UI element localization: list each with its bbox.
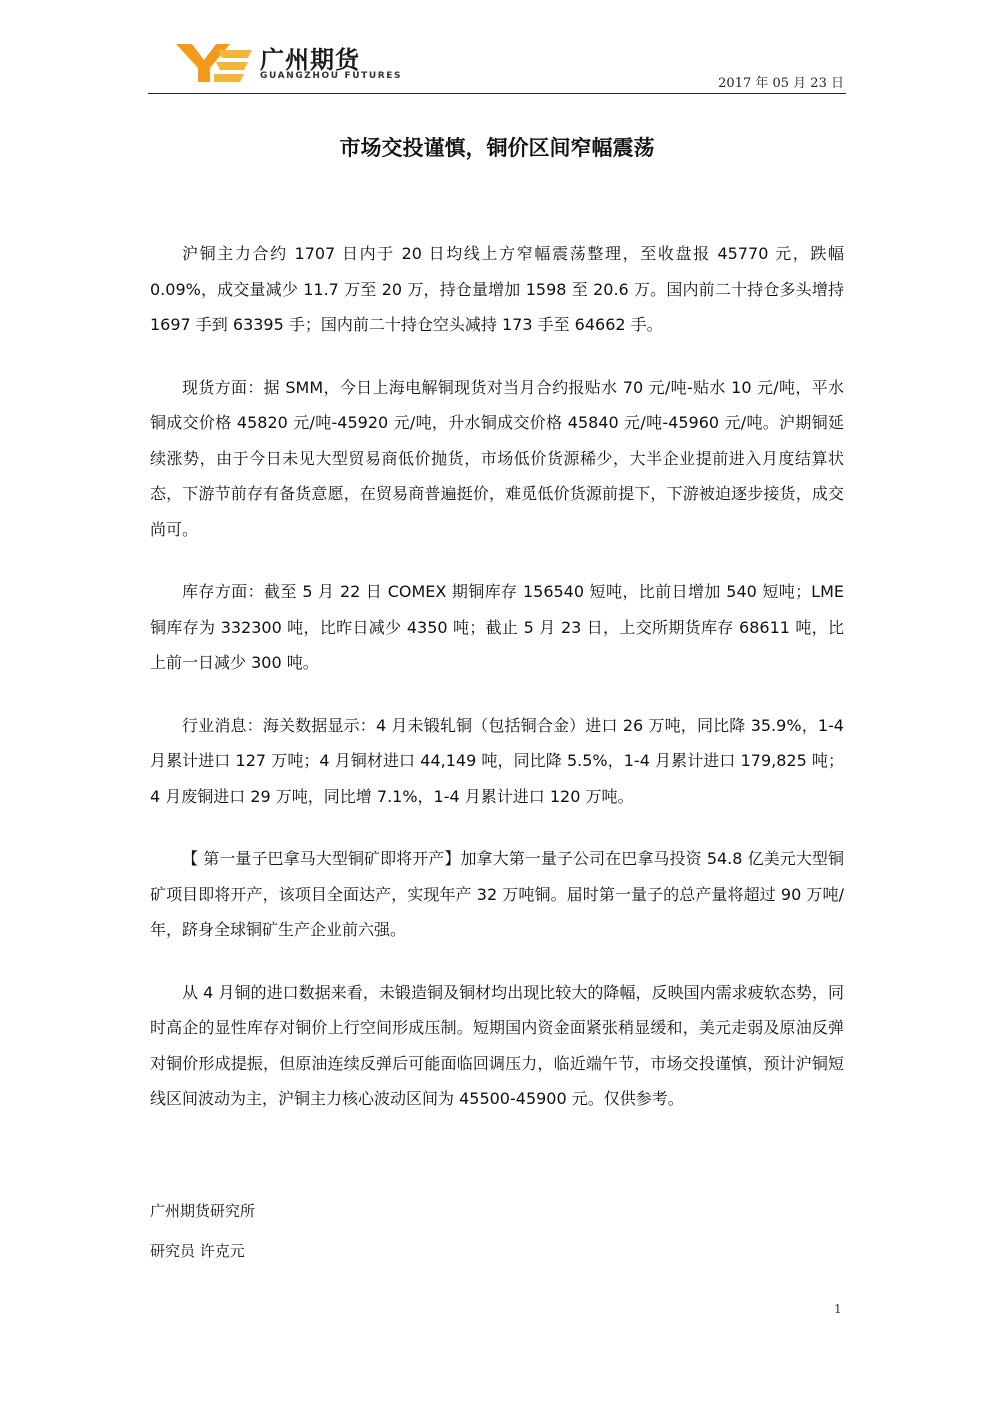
header-divider bbox=[148, 93, 846, 94]
paragraph-first-quantum: 【 第一量子巴拿马大型铜矿即将开产】加拿大第一量子公司在巴拿马投资 54.8 亿美元大型铜矿项目即将开产，该项目全面达产，实现年产 32 万吨铜。届时第一量子的总产量将超过 90 万吨/年，跻身全球铜矿生产企业前六强。 bbox=[150, 849, 844, 939]
paragraph-spot: 现货方面：据 SMM，今日上海电解铜现货对当月合约报贴水 70 元/吨-贴水 10 元/吨，平水铜成交价格 45820 元/吨-45920 元/吨，升水铜成交价格 45840 元/吨-45960 元/吨。沪期铜延续涨势，由于今日未见大型贸易商低价抛货，市场低价货源稀少，大半企业提前进入月度结算状态，下游节前存有备货意愿，在贸易商普遍挺价，难觅低价货源前提下，下游被迫逐步接货，成交尚可。 bbox=[150, 377, 844, 539]
yf-logo-icon bbox=[174, 40, 254, 84]
report-date: 2017 年 05 月 23 日 bbox=[718, 76, 844, 91]
signature-institute: 广州期货研究所 bbox=[150, 1202, 256, 1220]
brand-name-en: GUANGZHOU FUTURES bbox=[260, 71, 403, 81]
paragraph-inventory: 库存方面：截至 5 月 22 日 COMEX 期铜库存 156540 短吨，比前日增加 540 短吨；LME 铜库存为 332300 吨，比昨日减少 4350 吨；截止 5 月 23 日，上交所期货库存 68611 吨，比上前一日减少 300 吨。 bbox=[150, 582, 844, 672]
document-title: 市场交投谨慎，铜价区间窄幅震荡 bbox=[339, 136, 655, 160]
paragraph-outlook: 从 4 月铜的进口数据来看，未锻造铜及铜材均出现比较大的降幅，反映国内需求疲软态势，同时高企的显性库存对铜价上行空间形成压制。短期国内资金面紧张稍显缓和，美元走弱及原油反弹对铜价形成提振，但原油连续反弹后可能面临回调压力，临近端午节，市场交投谨慎，预计沪铜短线区间波动为主，沪铜主力核心波动区间为 45500-45900 元。仅供参考。 bbox=[150, 982, 844, 1108]
page-number: 1 bbox=[834, 1302, 842, 1316]
paragraph-industry-news: 行业消息：海关数据显示：4 月未锻轧铜（包括铜合金）进口 26 万吨，同比降 35.9%，1-4 月累计进口 127 万吨；4 月铜材进口 44,149 吨，同比降 5.5%，1-4 月累计进口 179,825 吨；4 月废铜进口 29 万吨，同比增 7.1%，1-4 月累计进口 120 万吨。 bbox=[150, 715, 844, 806]
signature-researcher: 研究员 许克元 bbox=[150, 1242, 245, 1260]
document-body bbox=[150, 236, 844, 1144]
brand-name-cn: 广州期货 bbox=[260, 46, 360, 74]
page-header bbox=[148, 36, 846, 94]
paragraph-market-summary: 沪铜主力合约 1707 日内于 20 日均线上方窄幅震荡整理，至收盘报 45770 元，跌幅 0.09%，成交量减少 11.7 万至 20 万，持仓量增加 1598 至 20.6 万。国内前二十持仓多头增持 1697 手到 63395 手；国内前二十持仓空头减持 173 手至 64662 手。 bbox=[150, 244, 844, 334]
